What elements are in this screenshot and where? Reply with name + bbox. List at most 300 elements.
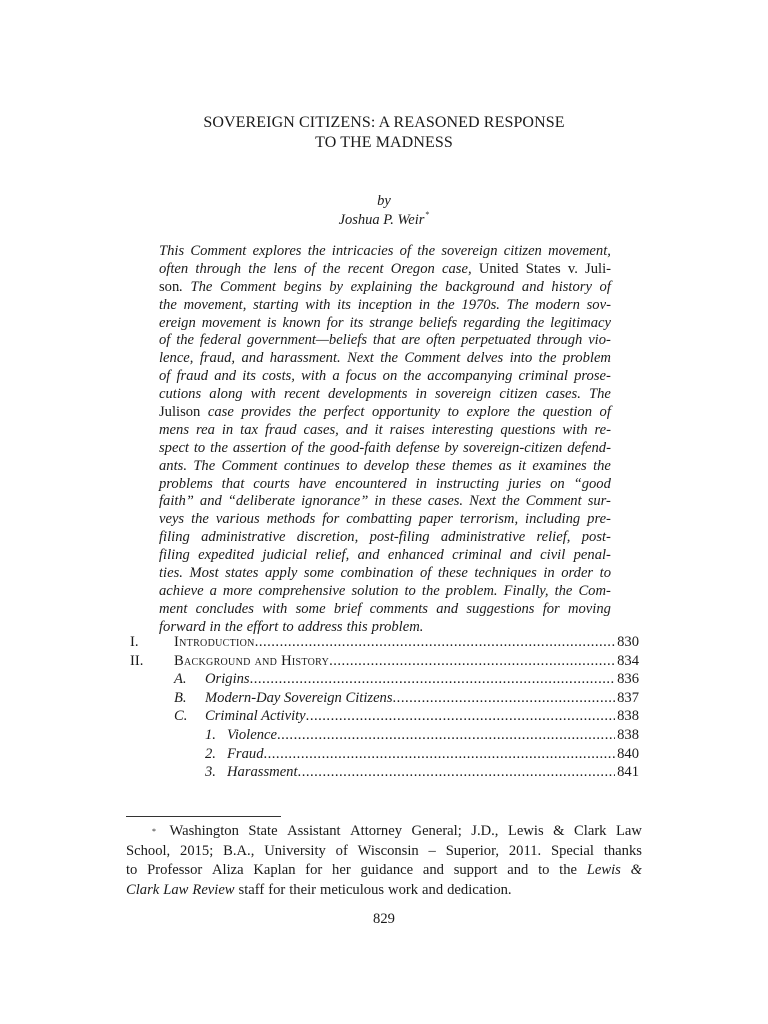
word: intricacies bbox=[331, 243, 394, 259]
abstract-line bbox=[159, 350, 611, 368]
word: Review bbox=[192, 881, 235, 898]
word: sovereign-citizen bbox=[463, 439, 563, 456]
word: defense bbox=[395, 439, 440, 456]
abstract-line bbox=[159, 297, 611, 315]
abstract-line bbox=[159, 261, 611, 279]
author-name: Joshua P. Weir bbox=[338, 212, 425, 228]
toc-label: Violence bbox=[227, 727, 277, 743]
word: rea bbox=[195, 421, 215, 438]
word: Special bbox=[551, 842, 594, 859]
word: vio- bbox=[588, 332, 611, 349]
word: that bbox=[372, 332, 396, 349]
word: case, bbox=[442, 260, 472, 277]
word: judicial bbox=[262, 547, 308, 564]
toc-leader-dots bbox=[277, 726, 615, 744]
word: the bbox=[517, 404, 536, 421]
word: relief, bbox=[536, 529, 571, 546]
word: thanks bbox=[603, 842, 642, 859]
toc-page-number: 834 bbox=[617, 652, 639, 669]
word: interesting bbox=[431, 421, 494, 438]
word: courts bbox=[253, 475, 290, 492]
word: Lewis bbox=[507, 823, 544, 839]
word: Comment bbox=[219, 278, 276, 295]
word: Comment bbox=[525, 493, 582, 510]
word: enhanced bbox=[387, 547, 444, 564]
word: States bbox=[525, 260, 561, 277]
word: citizen bbox=[499, 386, 538, 403]
word: for bbox=[326, 314, 344, 331]
word: in bbox=[543, 565, 555, 582]
word: with bbox=[262, 600, 288, 617]
word: Lewis bbox=[586, 862, 621, 878]
word: in bbox=[418, 296, 431, 313]
word: support bbox=[453, 862, 498, 878]
word: to bbox=[282, 618, 294, 635]
word: administrative bbox=[440, 529, 526, 546]
word: cases. bbox=[427, 493, 464, 510]
word: spect bbox=[159, 439, 189, 456]
word: the bbox=[501, 493, 520, 510]
toc-label: Introduction bbox=[174, 634, 255, 650]
word: the bbox=[307, 243, 326, 259]
word: cases. bbox=[545, 386, 581, 403]
word: are bbox=[401, 332, 421, 349]
word: for bbox=[305, 862, 323, 878]
word: good-faith bbox=[330, 439, 391, 456]
word: her bbox=[332, 862, 351, 878]
word: “good bbox=[573, 475, 611, 492]
word: apply bbox=[264, 565, 298, 582]
word: the bbox=[421, 582, 440, 599]
abstract bbox=[159, 243, 611, 637]
word: government—beliefs bbox=[247, 332, 367, 349]
word: Most bbox=[189, 565, 219, 582]
word: veys bbox=[159, 511, 185, 528]
word: perpetuated bbox=[461, 332, 531, 349]
word: background bbox=[445, 278, 515, 295]
word: their bbox=[289, 881, 316, 898]
word: problem. bbox=[445, 582, 498, 599]
word: Kaplan bbox=[253, 862, 296, 878]
toc-row[interactable] bbox=[0, 670, 768, 688]
footnote bbox=[126, 822, 642, 900]
word: into bbox=[509, 350, 533, 367]
word: discretion, bbox=[296, 529, 359, 546]
toc-number: I. bbox=[130, 634, 139, 650]
word: Oregon bbox=[390, 260, 435, 277]
word: criminal bbox=[452, 547, 502, 564]
word: some bbox=[295, 600, 326, 617]
word: work bbox=[388, 881, 419, 898]
word: regarding bbox=[463, 314, 521, 331]
word: delves bbox=[466, 350, 504, 367]
word: & bbox=[553, 823, 565, 839]
word: juries bbox=[507, 475, 542, 492]
abstract-line bbox=[159, 404, 611, 422]
toc-number: 1. bbox=[205, 727, 216, 743]
word: legitimacy bbox=[550, 314, 611, 331]
word: filing bbox=[159, 529, 190, 546]
word: ment bbox=[159, 600, 188, 617]
toc-entry bbox=[227, 763, 639, 781]
word: criminal bbox=[518, 368, 568, 385]
word: to bbox=[538, 862, 550, 878]
word: the bbox=[224, 618, 243, 635]
word: Professor bbox=[147, 862, 203, 878]
word: in bbox=[374, 493, 386, 510]
word: the bbox=[210, 439, 228, 456]
word: J.D., bbox=[471, 823, 499, 839]
word: the bbox=[176, 332, 195, 349]
article-title-line-1: SOVEREIGN CITIZENS: A REASONED RESPONSE bbox=[203, 114, 565, 131]
word: Juli- bbox=[585, 260, 611, 277]
toc-leader-dots bbox=[329, 652, 615, 670]
word: administrative bbox=[201, 529, 286, 546]
word: to bbox=[447, 404, 459, 421]
word: often bbox=[426, 332, 456, 349]
word: and bbox=[422, 862, 444, 878]
word: “deliberate bbox=[227, 493, 296, 510]
word: have bbox=[298, 475, 327, 492]
toc-row[interactable] bbox=[0, 763, 768, 781]
word: guidance bbox=[360, 862, 414, 878]
word: that bbox=[221, 475, 245, 492]
word: continues bbox=[283, 457, 340, 474]
word: it bbox=[517, 457, 527, 474]
abstract-line bbox=[159, 565, 611, 583]
abstract-line bbox=[159, 476, 611, 494]
word: and bbox=[199, 493, 222, 510]
word: Washington bbox=[169, 823, 239, 839]
word: and bbox=[521, 278, 544, 295]
word: defend- bbox=[567, 439, 611, 456]
word: the bbox=[554, 582, 573, 599]
word: these bbox=[437, 565, 468, 582]
word: the bbox=[307, 439, 326, 456]
word: prose- bbox=[574, 368, 611, 385]
word: Finally, bbox=[503, 582, 549, 599]
word: these bbox=[415, 457, 446, 474]
abstract-line bbox=[159, 332, 611, 350]
word: cutions bbox=[159, 386, 202, 403]
word: effort bbox=[246, 618, 279, 635]
toc-page-number: 837 bbox=[617, 689, 639, 706]
word: ties. bbox=[159, 565, 183, 582]
word: of bbox=[599, 278, 611, 295]
word: ants. bbox=[159, 457, 187, 474]
word: and bbox=[357, 547, 380, 564]
word: sur- bbox=[587, 493, 611, 510]
word: Superior, bbox=[445, 842, 500, 859]
toc-leader-dots bbox=[250, 670, 616, 688]
word: themes bbox=[451, 457, 493, 474]
word: The bbox=[506, 296, 529, 313]
word: post-filing bbox=[369, 529, 430, 546]
word: modern bbox=[535, 296, 580, 313]
toc-number: II. bbox=[130, 652, 144, 669]
word: along bbox=[209, 386, 243, 403]
word: explores bbox=[252, 243, 302, 259]
word: history bbox=[551, 278, 592, 295]
word: states bbox=[225, 565, 259, 582]
word: in bbox=[415, 475, 427, 492]
toc-row[interactable] bbox=[0, 726, 768, 744]
footnote-mark: * bbox=[152, 827, 156, 836]
word: developments bbox=[327, 386, 408, 403]
word: some bbox=[303, 565, 334, 582]
toc-entry bbox=[205, 670, 639, 688]
word: the bbox=[559, 862, 578, 878]
word: on bbox=[382, 368, 398, 385]
word: movement bbox=[201, 314, 261, 331]
word: with bbox=[305, 296, 331, 313]
toc-page-number: 838 bbox=[617, 708, 639, 725]
word: and bbox=[422, 881, 444, 898]
word: ignorance” bbox=[301, 493, 369, 510]
word: lence, bbox=[159, 350, 194, 367]
word: beliefs bbox=[419, 314, 458, 331]
word: Comment bbox=[190, 243, 247, 259]
word: and bbox=[345, 421, 368, 438]
word: staff bbox=[238, 881, 265, 898]
footnote-line bbox=[126, 881, 642, 901]
word: and bbox=[214, 368, 237, 385]
toc-label: Fraud bbox=[227, 745, 264, 762]
word: of bbox=[291, 439, 303, 456]
word: ereign bbox=[159, 314, 196, 331]
toc-label: Background and History bbox=[174, 652, 330, 669]
word: the bbox=[298, 404, 317, 421]
word: by bbox=[329, 278, 343, 295]
abstract-line bbox=[159, 547, 611, 565]
toc-row[interactable] bbox=[0, 707, 768, 725]
word: filing bbox=[159, 547, 190, 564]
word: recent bbox=[283, 386, 320, 403]
word: to bbox=[193, 439, 206, 456]
word: post- bbox=[581, 529, 611, 546]
word: develop bbox=[363, 457, 410, 474]
word: a bbox=[209, 582, 217, 599]
word: the bbox=[436, 296, 455, 313]
word: combination bbox=[340, 565, 414, 582]
toc-number: B. bbox=[174, 689, 187, 706]
abstract-line bbox=[159, 440, 611, 458]
word: with bbox=[301, 368, 327, 385]
word: terrorism, bbox=[459, 511, 519, 528]
word: perfect bbox=[323, 404, 365, 421]
word: the bbox=[417, 243, 436, 259]
word: sovereign bbox=[441, 243, 498, 259]
word: raises bbox=[389, 421, 425, 438]
word: Comment bbox=[404, 350, 461, 367]
word: meticulous bbox=[320, 881, 385, 898]
footnote-divider bbox=[126, 816, 281, 817]
word: penal- bbox=[573, 547, 611, 564]
word: movement, bbox=[548, 243, 611, 259]
word: General; bbox=[411, 823, 462, 839]
word: of bbox=[159, 332, 171, 349]
word: for bbox=[268, 881, 286, 898]
word: of bbox=[419, 565, 432, 582]
toc-leader-dots bbox=[298, 763, 616, 781]
word: Next bbox=[469, 493, 496, 510]
word: The bbox=[190, 278, 213, 295]
toc-entry bbox=[174, 652, 639, 670]
word: this bbox=[346, 618, 368, 635]
word: concludes bbox=[195, 600, 254, 617]
abstract-line bbox=[159, 386, 611, 404]
word: of bbox=[304, 260, 316, 277]
word: Com- bbox=[578, 582, 611, 599]
word: more bbox=[222, 582, 253, 599]
word: paper bbox=[418, 511, 453, 528]
footnote-line bbox=[126, 842, 642, 862]
word: pre- bbox=[587, 511, 611, 528]
author-footnote-mark: * bbox=[425, 210, 430, 219]
word: assertion bbox=[232, 439, 287, 456]
word: Next bbox=[347, 350, 374, 367]
toc-label: Criminal Activity bbox=[205, 708, 306, 725]
toc-row[interactable] bbox=[0, 652, 768, 670]
abstract-line bbox=[159, 583, 611, 601]
toc-row[interactable] bbox=[0, 633, 768, 651]
footnote-line bbox=[126, 822, 642, 842]
author-line bbox=[0, 210, 768, 229]
word: State bbox=[248, 823, 278, 839]
word: in bbox=[415, 386, 427, 403]
word: combatting bbox=[346, 511, 412, 528]
page-number: 829 bbox=[373, 911, 395, 927]
word: costs, bbox=[262, 368, 295, 385]
word: its bbox=[242, 368, 256, 385]
word: through bbox=[536, 332, 583, 349]
word: mens bbox=[159, 421, 189, 438]
word: case bbox=[207, 404, 234, 421]
word: B.A., bbox=[223, 842, 255, 859]
article-title-line-2: TO THE MADNESS bbox=[315, 134, 453, 151]
word: of bbox=[159, 368, 171, 385]
toc-row[interactable] bbox=[0, 745, 768, 763]
word: Clark bbox=[126, 881, 160, 898]
word: to bbox=[346, 457, 358, 474]
word: the bbox=[403, 368, 422, 385]
word: begins bbox=[283, 278, 322, 295]
word: it bbox=[374, 421, 383, 438]
word: dedication. bbox=[447, 881, 512, 898]
word: for bbox=[542, 600, 560, 617]
toc-entry bbox=[227, 726, 639, 744]
toc-entry bbox=[205, 689, 639, 707]
word: its bbox=[349, 314, 364, 331]
word: cases, bbox=[303, 421, 339, 438]
abstract-line bbox=[159, 601, 611, 619]
word: tax bbox=[240, 421, 258, 438]
word: 2015; bbox=[180, 842, 214, 859]
abstract-line bbox=[159, 243, 611, 261]
footnote-line bbox=[126, 861, 642, 881]
word: son. bbox=[159, 278, 183, 295]
word: Law bbox=[616, 823, 642, 839]
word: question bbox=[542, 404, 593, 421]
word: its bbox=[337, 296, 351, 313]
toc-number: C. bbox=[174, 708, 188, 725]
word: address bbox=[297, 618, 343, 635]
word: known bbox=[282, 314, 321, 331]
word: to bbox=[404, 582, 416, 599]
word: problem. bbox=[371, 618, 424, 635]
word: fraud bbox=[176, 368, 209, 385]
word: of bbox=[399, 243, 411, 259]
word: fraud, bbox=[199, 350, 236, 367]
word: Aliza bbox=[212, 862, 244, 878]
word: explaining bbox=[350, 278, 413, 295]
word: Clark bbox=[574, 823, 607, 839]
abstract-line bbox=[159, 493, 611, 511]
word: and bbox=[241, 350, 264, 367]
word: problem bbox=[562, 350, 611, 367]
toc-page-number: 841 bbox=[617, 764, 639, 781]
word: comments bbox=[369, 600, 428, 617]
toc-label: Harassment bbox=[227, 764, 298, 781]
word: Assistant bbox=[287, 823, 341, 839]
word: federal bbox=[199, 332, 242, 349]
toc-page-number: 838 bbox=[617, 727, 639, 743]
word: strange bbox=[369, 314, 414, 331]
word: Julison bbox=[159, 404, 201, 421]
word: sovereign bbox=[435, 386, 492, 403]
abstract-line bbox=[159, 529, 611, 547]
word: Attorney bbox=[350, 823, 403, 839]
toc-leader-dots bbox=[306, 707, 615, 725]
toc-entry bbox=[205, 707, 639, 725]
word: lens bbox=[273, 260, 297, 277]
word: and bbox=[507, 862, 529, 878]
word: The bbox=[588, 386, 611, 403]
word: order bbox=[561, 565, 594, 582]
toc-page-number: 830 bbox=[617, 634, 639, 650]
word: to bbox=[126, 862, 138, 878]
abstract-line bbox=[159, 368, 611, 386]
word: the bbox=[380, 350, 399, 367]
word: problems bbox=[159, 475, 213, 492]
word: the bbox=[538, 350, 557, 367]
toc-number: A. bbox=[174, 671, 187, 688]
word: movement, bbox=[183, 296, 247, 313]
word: recent bbox=[347, 260, 384, 277]
word: the bbox=[526, 314, 545, 331]
word: University bbox=[264, 842, 326, 859]
word: relief, bbox=[315, 547, 350, 564]
word: 1970s. bbox=[461, 296, 500, 313]
word: sov- bbox=[586, 296, 611, 313]
word: these bbox=[391, 493, 422, 510]
toc-number: 2. bbox=[205, 745, 216, 762]
toc-label: Modern-Day Sovereign Citizens bbox=[205, 689, 393, 706]
word: examines bbox=[532, 457, 587, 474]
word: the bbox=[159, 296, 177, 313]
word: methods bbox=[266, 511, 316, 528]
toc-page-number: 840 bbox=[617, 745, 639, 762]
word: is bbox=[266, 314, 277, 331]
word: with bbox=[562, 421, 588, 438]
word: v. bbox=[567, 260, 578, 277]
word: techniques bbox=[474, 565, 537, 582]
toc-row[interactable] bbox=[0, 689, 768, 707]
word: & bbox=[630, 862, 642, 878]
word: various bbox=[215, 511, 260, 528]
word: the bbox=[593, 457, 611, 474]
word: Wisconsin bbox=[357, 842, 419, 859]
